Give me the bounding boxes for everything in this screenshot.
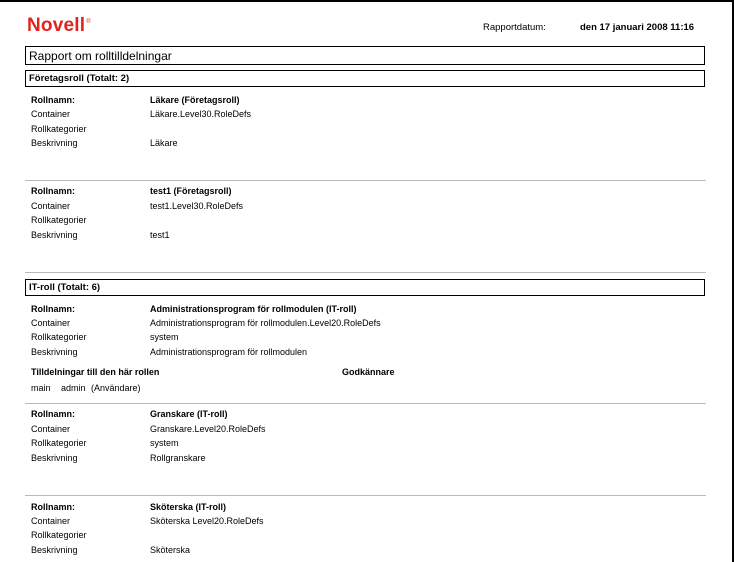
role-category-row: Rollkategorier	[31, 530, 87, 540]
role-separator	[25, 495, 706, 496]
report-date-label: Rapportdatum:	[483, 22, 546, 33]
role-container-row: Container Administrationsprogram för rollmodulen.Level20.RoleDefs	[31, 318, 381, 328]
assignment-container: main	[31, 383, 51, 393]
role-name-row: Rollnamn: Läkare (Företagsroll)	[31, 95, 240, 105]
role-category-row: Rollkategorier	[31, 124, 87, 134]
assignment-user: admin	[61, 383, 86, 393]
role-container-row: Container Sköterska Level20.RoleDefs	[31, 516, 264, 526]
role-name-row: Rollnamn: Sköterska (IT-roll)	[31, 502, 227, 512]
report-date-value: den 17 januari 2008 11:16	[580, 22, 695, 33]
assignments-heading: Tilldelningar till den här rollen	[31, 367, 160, 377]
role-category-row: Rollkategorier	[31, 215, 87, 225]
role-description-row: Beskrivning Rollgranskare	[31, 453, 206, 463]
role-separator	[25, 180, 706, 181]
role-name-row: Rollnamn: Administrationsprogram för rollmodulen (IT-roll)	[31, 304, 357, 314]
report-title-box	[25, 46, 705, 65]
novell-logo: Novell®	[27, 15, 91, 36]
role-separator	[25, 403, 706, 404]
role-container-row: Container Läkare.Level30.RoleDefs	[31, 109, 252, 119]
role-category-row: Rollkategorier system	[31, 332, 179, 342]
page-border-top	[0, 0, 734, 2]
role-name-row: Rollnamn: Granskare (IT-roll)	[31, 409, 228, 419]
report-title: Rapport om rolltilldelningar	[29, 49, 172, 63]
approvers-heading: Godkännare	[342, 367, 395, 377]
role-description-row: Beskrivning test1	[31, 230, 170, 240]
section-header-it-role: IT-roll (Totalt: 6)	[25, 279, 705, 296]
role-container-row: Container test1.Level30.RoleDefs	[31, 201, 244, 211]
role-description-row: Beskrivning Läkare	[31, 138, 178, 148]
section-header-business-role: Företagsroll (Totalt: 2)	[25, 70, 705, 87]
role-container-row: Container Granskare.Level20.RoleDefs	[31, 424, 266, 434]
role-description-row: Beskrivning Sköterska	[31, 545, 191, 555]
role-name-row: Rollnamn: test1 (Företagsroll)	[31, 186, 232, 196]
role-category-row: Rollkategorier system	[31, 438, 179, 448]
role-separator	[25, 272, 706, 273]
assignment-type: (Användare)	[91, 383, 141, 393]
role-description-row: Beskrivning Administrationsprogram för rollmodulen	[31, 347, 308, 357]
